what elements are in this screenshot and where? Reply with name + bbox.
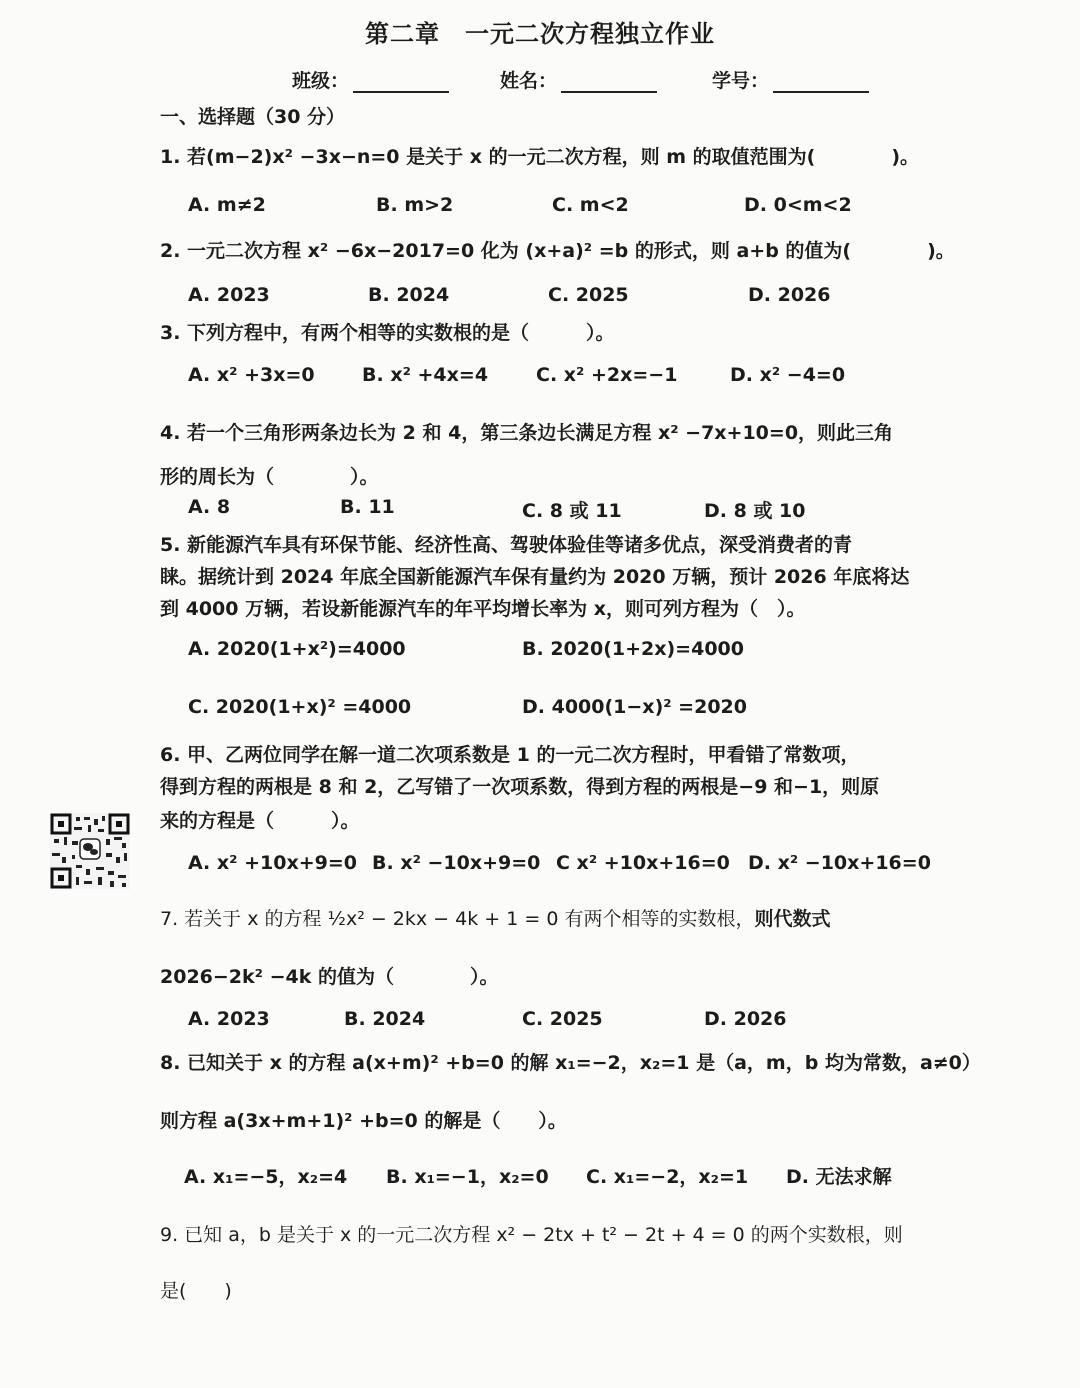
q1-option-c: C. m<2 xyxy=(552,194,629,216)
q3-option-c: C. x² +2x=−1 xyxy=(536,364,678,386)
question-4-stem-line-1: 4. 若一个三角形两条边长为 2 和 4，第三条边长满足方程 x² −7x+10=0，则此三角 xyxy=(160,422,894,444)
q5-option-c: C. 2020(1+x)² =4000 xyxy=(188,696,412,718)
question-8-stem-line-2: 则方程 a(3x+m+1)² +b=0 的解是（ ）。 xyxy=(160,1110,567,1132)
q3-option-b: B. x² +4x=4 xyxy=(362,364,489,386)
q3-option-d: D. x² −4=0 xyxy=(730,364,846,386)
question-9-stem-line-1: 9. 已知 a，b 是关于 x 的一元二次方程 x² − 2tx + t² − 2t + 4 = 0 的两个实数根，则 xyxy=(160,1224,903,1246)
question-8-stem-line-1: 8. 已知关于 x 的方程 a(x+m)² +b=0 的解 x₁=−2，x₂=1 是（a，m，b 均为常数，a≠0） xyxy=(160,1052,981,1074)
section-heading: 一、选择题（30 分） xyxy=(160,106,346,128)
q8-option-a: A. x₁=−5，x₂=4 xyxy=(184,1166,348,1188)
q1-option-d: D. 0<m<2 xyxy=(744,194,852,216)
student-id-label: 学号： xyxy=(712,70,770,92)
q7-option-a: A. 2023 xyxy=(188,1008,270,1030)
q5-option-a: A. 2020(1+x²)=4000 xyxy=(188,638,406,660)
q7-stem-part-1: 7. 若关于 x 的方程 ½x² − 2kx − 4k + 1 = 0 有两个相等的实数根， xyxy=(160,908,755,930)
q8-option-c: C. x₁=−2，x₂=1 xyxy=(586,1166,749,1188)
student-id-blank xyxy=(773,71,869,93)
q4-option-c: C. 8 或 11 xyxy=(522,500,622,522)
question-7-stem-line-2: 2026−2k² −4k 的值为（ ）。 xyxy=(160,966,499,988)
class-field xyxy=(292,66,449,93)
question-5-stem-line-3: 到 4000 万辆，若设新能源汽车的年平均增长率为 x，则可列方程为（ ）。 xyxy=(160,598,806,620)
question-6-stem-line-1: 6. 甲、乙两位同学在解一道二次项系数是 1 的一元二次方程时，甲看错了常数项， xyxy=(160,744,860,766)
question-4-stem-line-2: 形的周长为（ ）。 xyxy=(160,466,379,488)
q7-stem-part-2: 则代数式 xyxy=(754,908,831,930)
name-label: 姓名： xyxy=(500,70,558,92)
q6-option-d: D. x² −10x+16=0 xyxy=(748,852,931,874)
q7-option-c: C. 2025 xyxy=(522,1008,603,1030)
q8-option-b: B. x₁=−1，x₂=0 xyxy=(386,1166,549,1188)
qr-code-icon xyxy=(50,813,130,889)
q6-option-a: A. x² +10x+9=0 xyxy=(188,852,357,874)
q2-option-c: C. 2025 xyxy=(548,284,629,306)
question-6-stem-line-3: 来的方程是（ ）。 xyxy=(160,810,360,832)
question-5-stem-line-2: 睐。据统计到 2024 年底全国新能源汽车保有量约为 2020 万辆，预计 2026 年底将达 xyxy=(160,566,910,588)
q2-option-b: B. 2024 xyxy=(368,284,450,306)
q1-option-a: A. m≠2 xyxy=(188,194,266,216)
class-label: 班级： xyxy=(292,70,350,92)
page-title: 第二章 一元二次方程独立作业 xyxy=(365,20,715,48)
q6-option-b: B. x² −10x+9=0 xyxy=(372,852,541,874)
q4-option-d: D. 8 或 10 xyxy=(704,500,806,522)
question-9-stem-line-2: 是( ) xyxy=(160,1280,232,1302)
q7-option-b: B. 2024 xyxy=(344,1008,426,1030)
q7-option-d: D. 2026 xyxy=(704,1008,787,1030)
q2-option-a: A. 2023 xyxy=(188,284,270,306)
q8-option-d: D. 无法求解 xyxy=(786,1166,892,1188)
question-5-stem-line-1: 5. 新能源汽车具有环保节能、经济性高、驾驶体验佳等诸多优点，深受消费者的青 xyxy=(160,534,853,556)
q3-option-a: A. x² +3x=0 xyxy=(188,364,315,386)
name-blank xyxy=(561,71,657,93)
name-field xyxy=(500,66,657,93)
q1-option-b: B. m>2 xyxy=(376,194,454,216)
question-7-stem-line-1 xyxy=(160,904,830,931)
q5-option-d: D. 4000(1−x)² =2020 xyxy=(522,696,747,718)
q4-option-a: A. 8 xyxy=(188,496,231,518)
class-blank xyxy=(353,71,449,93)
q5-option-b: B. 2020(1+2x)=4000 xyxy=(522,638,744,660)
q2-option-d: D. 2026 xyxy=(748,284,831,306)
q6-option-c: C x² +10x+16=0 xyxy=(556,852,730,874)
question-3-stem: 3. 下列方程中，有两个相等的实数根的是（ ）。 xyxy=(160,322,615,344)
question-1-stem: 1. 若(m−2)x² −3x−n=0 是关于 x 的一元二次方程，则 m 的取值范围为( )。 xyxy=(160,146,920,168)
question-2-stem: 2. 一元二次方程 x² −6x−2017=0 化为 (x+a)² =b 的形式，则 a+b 的值为( )。 xyxy=(160,240,955,262)
student-id-field xyxy=(712,66,869,93)
question-6-stem-line-2: 得到方程的两根是 8 和 2，乙写错了一次项系数，得到方程的两根是−9 和−1，则原 xyxy=(160,776,880,798)
q4-option-b: B. 11 xyxy=(340,496,395,518)
